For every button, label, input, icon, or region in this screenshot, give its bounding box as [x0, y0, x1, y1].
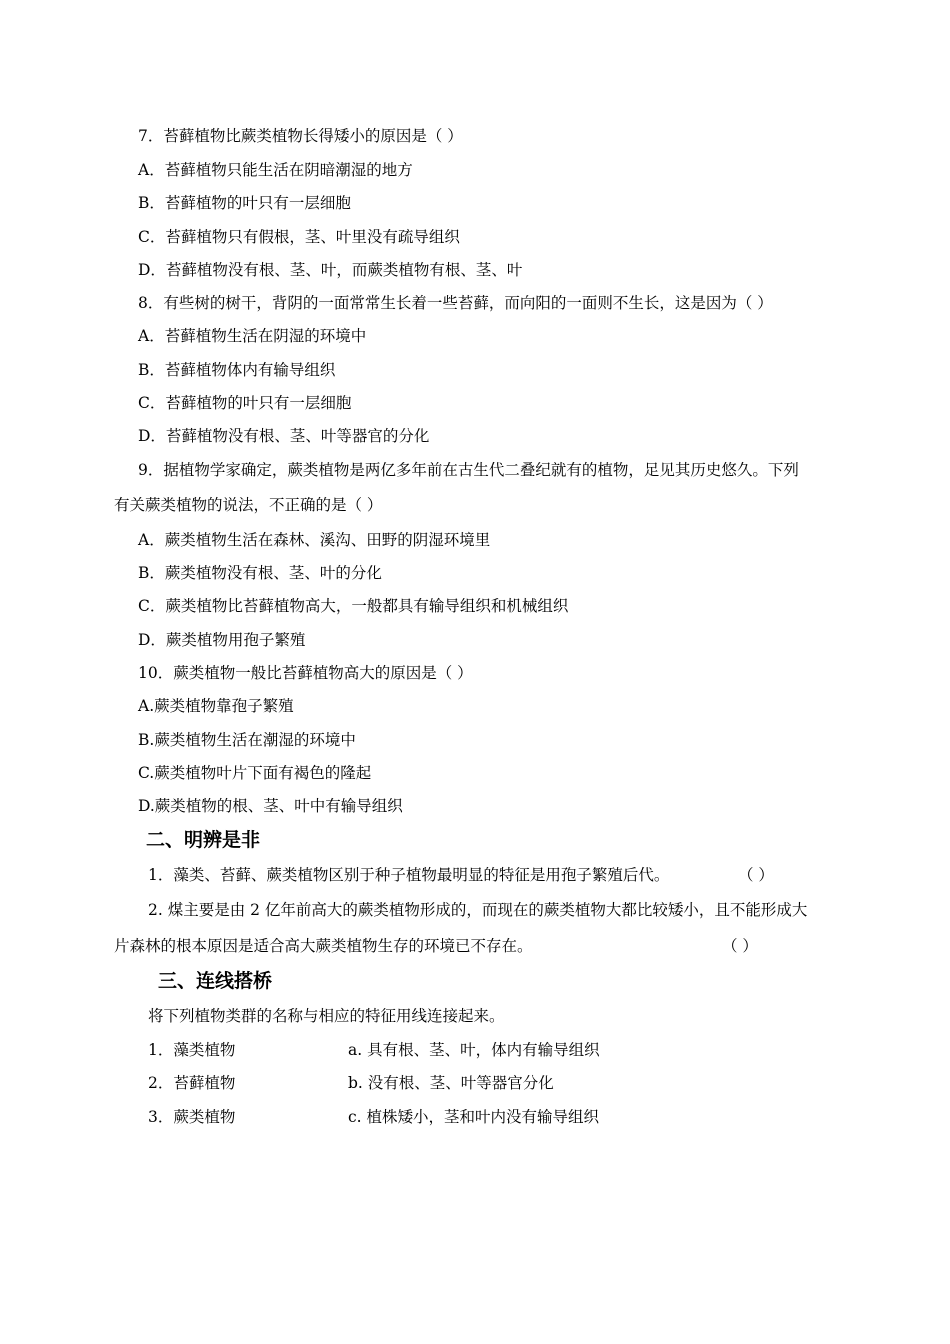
q9-option-b: B．蕨类植物没有根、茎、叶的分化: [138, 564, 382, 582]
q7-option-a: A．苔藓植物只能生活在阴暗潮湿的地方: [138, 161, 413, 179]
match-right-item-b: b. 没有根、茎、叶等器官分化: [348, 1074, 554, 1092]
q9-stem-line1: 9．据植物学家确定，蕨类植物是两亿多年前在古生代二叠纪就有的植物，足见其历史悠久。下列: [138, 461, 799, 479]
q8-stem: 8．有些树的树干，背阴的一面常常生长着一些苔藓，而向阳的一面则不生长，这是因为（ ）: [138, 294, 773, 312]
match-right-item-a: a. 具有根、茎、叶，体内有输导组织: [348, 1041, 600, 1059]
q7-option-c: C．苔藓植物只有假根，茎、叶里没有疏导组织: [138, 228, 460, 246]
q10-option-b: B.蕨类植物生活在潮湿的环境中: [138, 731, 356, 749]
section2-title: 二、明辨是非: [146, 829, 261, 851]
q7-option-b: B．苔藓植物的叶只有一层细胞: [138, 194, 351, 212]
q9-option-a: A．蕨类植物生活在森林、溪沟、田野的阴湿环境里: [138, 531, 491, 549]
q10-option-d: D.蕨类植物的根、茎、叶中有输导组织: [138, 797, 403, 815]
section2-statement-1: 1．藻类、苔藓、蕨类植物区别于种子植物最明显的特征是用孢子繁殖后代。: [148, 866, 670, 884]
q8-option-c: C．苔藓植物的叶只有一层细胞: [138, 394, 352, 412]
q8-option-d: D．苔藓植物没有根、茎、叶等器官的分化: [138, 427, 430, 445]
match-right-item-c: c. 植株矮小，茎和叶内没有输导组织: [348, 1108, 600, 1126]
q9-option-d: D．蕨类植物用孢子繁殖: [138, 631, 306, 649]
section3-intro: 将下列植物类群的名称与相应的特征用线连接起来。: [148, 1007, 505, 1025]
q9-option-c: C．蕨类植物比苔藓植物高大，一般都具有输导组织和机械组织: [138, 597, 569, 615]
match-left-item-3: 3．蕨类植物: [148, 1108, 236, 1126]
q7-stem: 7．苔藓植物比蕨类植物长得矮小的原因是（ ）: [138, 127, 463, 145]
q10-stem: 10．蕨类植物一般比苔藓植物高大的原因是（ ）: [138, 664, 473, 682]
section2-statement-1-answer-blank: （ ）: [738, 866, 774, 884]
match-left-item-1: 1．藻类植物: [148, 1041, 236, 1059]
match-left-item-2: 2．苔藓植物: [148, 1074, 236, 1092]
section2-statement-2-line1: 2. 煤主要是由 2 亿年前高大的蕨类植物形成的，而现在的蕨类植物大都比较矮小，且不能形成大: [148, 901, 808, 919]
q8-option-b: B．苔藓植物体内有输导组织: [138, 361, 336, 379]
section3-title: 三、连线搭桥: [158, 970, 273, 992]
q10-option-a: A.蕨类植物靠孢子繁殖: [138, 697, 294, 715]
section2-statement-2-line2: 片森林的根本原因是适合高大蕨类植物生存的环境已不存在。: [114, 937, 533, 955]
q9-stem-line2: 有关蕨类植物的说法，不正确的是（ ）: [114, 496, 383, 514]
section2-statement-2-answer-blank: （ ）: [722, 937, 758, 955]
q8-option-a: A．苔藓植物生活在阴湿的环境中: [138, 327, 367, 345]
q10-option-c: C.蕨类植物叶片下面有褐色的隆起: [138, 764, 372, 782]
q7-option-d: D．苔藓植物没有根、茎、叶，而蕨类植物有根、茎、叶: [138, 261, 523, 279]
